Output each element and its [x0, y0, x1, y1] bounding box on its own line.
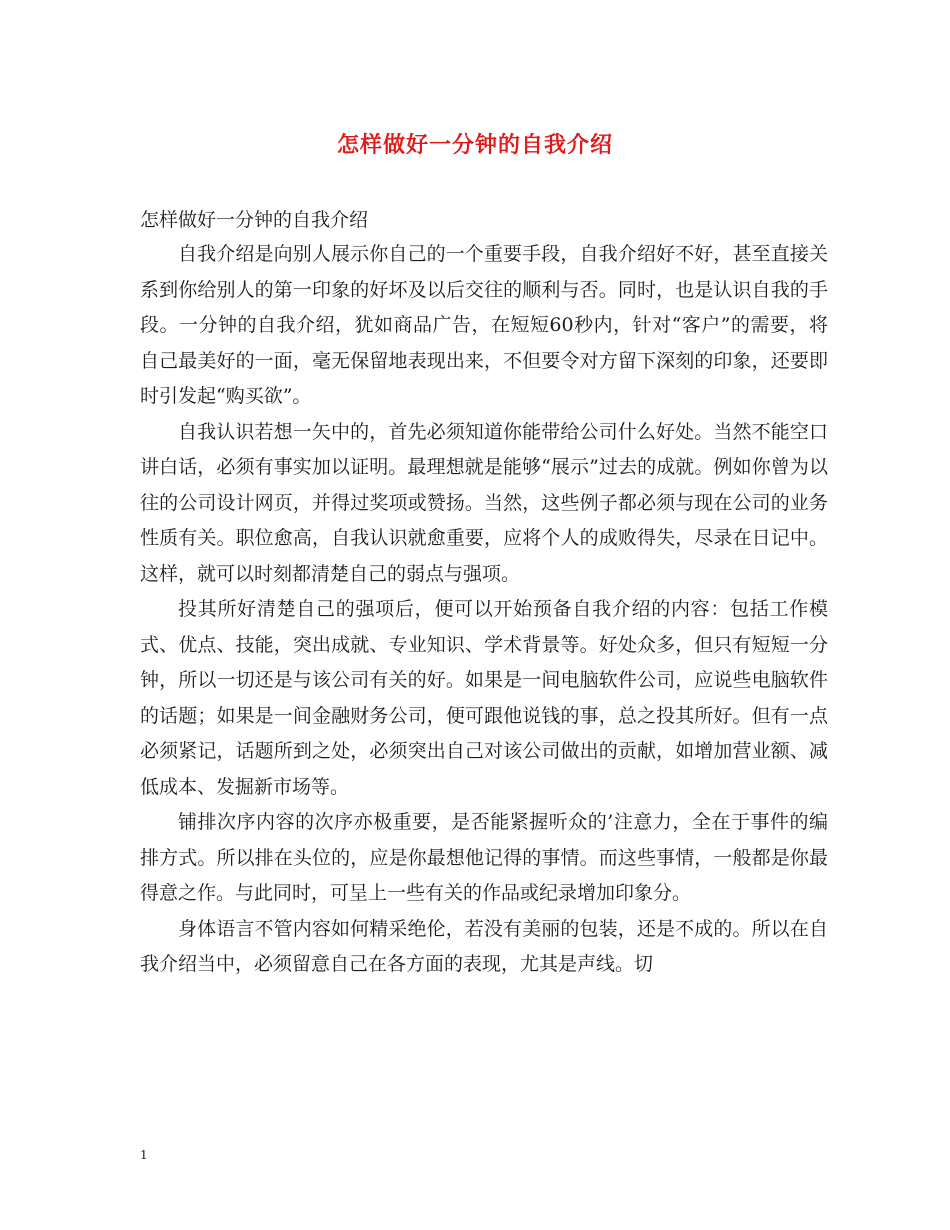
document-subtitle: 怎样做好一分钟的自我介绍 [140, 209, 369, 231]
page-number: 1 [140, 1148, 148, 1162]
document-title: 怎样做好一分钟的自我介绍 [336, 132, 613, 158]
paragraph: 铺排次序内容的次序亦极重要，是否能紧握听众的’注意力，全在于事件的编排方式。所以排在头位的，应是你最想他记得的事情。而这些事情，一般都是你最得意之作。与此同时，可呈上一些有关的作品或纪录增加印象分。 [140, 811, 828, 904]
paragraph: 自我介绍是向别人展示你自己的一个重要手段，自我介绍好不好，甚至直接关系到你给别人的第一印象的好坏及以后交往的顺利与否。同时，也是认识自我的手段。一分钟的自我介绍，犹如商品广告，在短短60秒内，针对“客户”的需要，将自己最美好的一面，毫无保留地表现出来，不但要令对方留下深刻的印象，还要即时引发起“购买欲”。 [140, 243, 828, 407]
paragraph: 投其所好清楚自己的强项后，便可以开始预备自我介绍的内容：包括工作模式、优点、技能，突出成就、专业知识、学术背景等。好处众多，但只有短短一分钟，所以一切还是与该公司有关的好。如果是一间电脑软件公司，应说些电脑软件的话题；如果是一间金融财务公司，便可跟他说钱的事，总之投其所好。但有一点必须紧记，话题所到之处，必须突出自己对该公司做出的贡献，如增加营业额、减低成本、发掘新市场等。 [140, 598, 828, 798]
paragraph: 身体语言不管内容如何精采绝伦，若没有美丽的包装，还是不成的。所以在自我介绍当中，必须留意自己在各方面的表现，尤其是声线。切 [140, 917, 828, 975]
document-body [140, 237, 828, 983]
paragraph: 自我认识若想一矢中的，首先必须知道你能带给公司什么好处。当然不能空口讲白话，必须有事实加以证明。最理想就是能够“展示”过去的成就。例如你曾为以往的公司设计网页，并得过奖项或赞扬。当然，这些例子都必须与现在公司的业务性质有关。职位愈高，自我认识就愈重要，应将个人的成败得失，尽录在日记中。这样，就可以时刻都清楚自己的弱点与强项。 [140, 420, 828, 585]
